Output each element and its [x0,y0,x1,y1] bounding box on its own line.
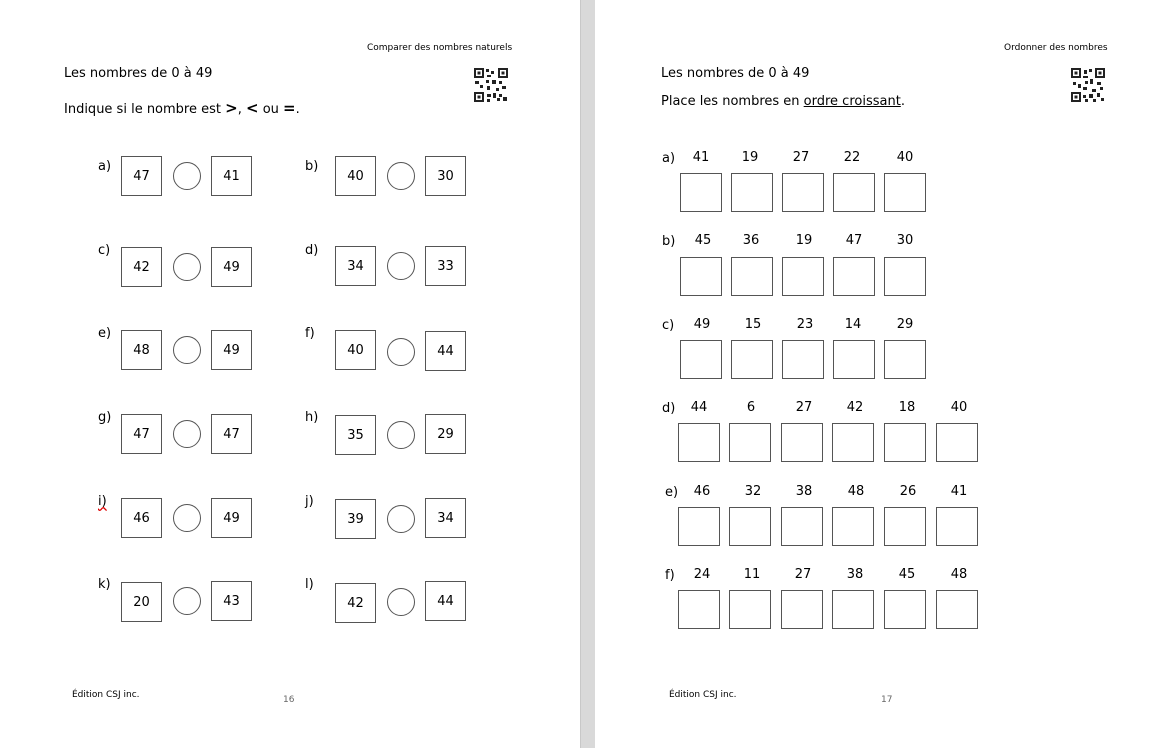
answer-box[interactable] [680,173,722,212]
exercise-letter: e) [98,326,112,341]
answer-box[interactable] [936,507,978,546]
answer-box[interactable] [884,257,926,296]
number-to-order: 46 [693,484,711,499]
answer-box[interactable] [936,423,978,462]
period: . [295,102,300,117]
number-to-order: 23 [796,317,814,332]
right-number-box: 44 [425,581,466,621]
left-number-box: 46 [121,498,162,538]
number-to-order: 24 [693,567,711,582]
instruction-underlined: ordre croissant [803,94,901,109]
number-to-order: 42 [846,400,864,415]
page-number: 17 [881,695,893,705]
publisher-footer: Édition CSJ inc. [72,690,140,700]
left-number-box: 40 [335,330,376,370]
number-to-order: 15 [744,317,762,332]
right-number-box: 47 [211,414,252,454]
number-to-order: 27 [794,567,812,582]
left-number-box: 47 [121,156,162,196]
number-to-order: 27 [792,150,810,165]
or-word: ou [262,102,279,117]
instruction-text: Place les nombres en [661,94,800,109]
number-to-order: 38 [846,567,864,582]
exercise-letter: c) [98,243,111,258]
left-number-box: 47 [121,414,162,454]
answer-box[interactable] [833,257,875,296]
answer-box[interactable] [832,423,874,462]
answer-box[interactable] [884,507,926,546]
page-number: 16 [283,695,295,705]
answer-box[interactable] [680,340,722,379]
number-to-order: 36 [742,233,760,248]
answer-box[interactable] [731,173,773,212]
number-to-order: 6 [746,400,756,415]
exercise-letter: e) [665,485,679,500]
right-number-box: 49 [211,330,252,370]
answer-box[interactable] [678,423,720,462]
answer-box[interactable] [680,257,722,296]
number-to-order: 38 [795,484,813,499]
number-to-order: 11 [743,567,761,582]
exercise-letter: b) [305,159,319,174]
left-number-box: 42 [335,583,376,623]
right-number-box: 44 [425,331,466,371]
answer-box[interactable] [884,590,926,629]
comparison-circle[interactable] [387,588,415,616]
number-to-order: 22 [843,150,861,165]
less-than-symbol: < [245,99,259,117]
comparison-circle[interactable] [387,338,415,366]
number-to-order: 44 [690,400,708,415]
publisher-footer: Édition CSJ inc. [669,690,737,700]
right-number-box: 43 [211,581,252,621]
answer-box[interactable] [781,590,823,629]
number-to-order: 41 [950,484,968,499]
number-to-order: 19 [741,150,759,165]
instruction [661,94,905,109]
number-to-order: 30 [896,233,914,248]
period: . [900,94,905,109]
qr-code-icon[interactable] [474,68,508,102]
instruction [64,99,300,117]
right-number-box: 29 [425,414,466,454]
exercise-letter: b) [662,234,676,249]
number-to-order: 47 [845,233,863,248]
comparison-circle[interactable] [387,252,415,280]
right-number-box: 41 [211,156,252,196]
right-number-box: 49 [211,247,252,287]
page-subtitle: Les nombres de 0 à 49 [64,66,213,81]
left-number-box: 20 [121,582,162,622]
exercise-letter: k) [98,577,111,592]
number-to-order: 32 [744,484,762,499]
number-to-order: 45 [694,233,712,248]
exercise-letter: h) [305,410,319,425]
answer-box[interactable] [731,340,773,379]
left-number-box: 39 [335,499,376,539]
comparison-circle[interactable] [387,162,415,190]
answer-box[interactable] [833,173,875,212]
answer-box[interactable] [884,173,926,212]
right-number-box: 34 [425,498,466,538]
comparison-circle[interactable] [173,587,201,615]
comparison-circle[interactable] [173,420,201,448]
right-number-box: 30 [425,156,466,196]
comparison-circle[interactable] [173,253,201,281]
answer-box[interactable] [729,423,771,462]
left-number-box: 42 [121,247,162,287]
answer-box[interactable] [884,423,926,462]
answer-box[interactable] [781,507,823,546]
exercise-letter: i) [98,494,107,509]
comparison-circle[interactable] [387,505,415,533]
comparison-circle[interactable] [387,421,415,449]
number-to-order: 41 [692,150,710,165]
exercise-letter: d) [662,401,676,416]
answer-box[interactable] [729,590,771,629]
greater-than-symbol: > [225,99,238,117]
exercise-letter: f) [305,326,315,341]
number-to-order: 45 [898,567,916,582]
answer-box[interactable] [833,340,875,379]
exercise-letter: g) [98,410,112,425]
page-gutter [580,0,581,748]
qr-code-icon[interactable] [1071,68,1105,102]
comparison-circle[interactable] [173,336,201,364]
answer-box[interactable] [832,590,874,629]
number-to-order: 40 [896,150,914,165]
answer-box[interactable] [782,340,824,379]
right-number-box: 49 [211,498,252,538]
answer-box[interactable] [832,507,874,546]
number-to-order: 29 [896,317,914,332]
left-number-box: 35 [335,415,376,455]
number-to-order: 48 [950,567,968,582]
answer-box[interactable] [884,340,926,379]
exercise-letter: c) [662,318,675,333]
instruction-text: Indique si le nombre est [64,102,221,117]
answer-box[interactable] [678,590,720,629]
exercise-letter: l) [305,577,314,592]
answer-box[interactable] [781,423,823,462]
page-subtitle: Les nombres de 0 à 49 [661,66,810,81]
number-to-order: 14 [844,317,862,332]
number-to-order: 48 [847,484,865,499]
topic-heading: Ordonner des nombres [1004,43,1108,53]
left-number-box: 48 [121,330,162,370]
comparison-circle[interactable] [173,162,201,190]
left-number-box: 34 [335,246,376,286]
number-to-order: 49 [693,317,711,332]
answer-box[interactable] [729,507,771,546]
right-page [595,0,1173,748]
answer-box[interactable] [782,173,824,212]
exercise-letter: a) [98,159,112,174]
comparison-circle[interactable] [173,504,201,532]
answer-box[interactable] [936,590,978,629]
exercise-letter: a) [662,151,676,166]
number-to-order: 19 [795,233,813,248]
equals-symbol: = [283,99,296,117]
exercise-letter: j) [305,494,314,509]
answer-box[interactable] [731,257,773,296]
right-number-box: 33 [425,246,466,286]
number-to-order: 26 [899,484,917,499]
left-number-box: 40 [335,156,376,196]
topic-heading: Comparer des nombres naturels [367,43,513,53]
left-page [0,0,580,748]
number-to-order: 40 [950,400,968,415]
number-to-order: 27 [795,400,813,415]
answer-box[interactable] [782,257,824,296]
number-to-order: 18 [898,400,916,415]
answer-box[interactable] [678,507,720,546]
comma: , [237,102,242,117]
exercise-letter: f) [665,568,675,583]
exercise-letter: d) [305,243,319,258]
